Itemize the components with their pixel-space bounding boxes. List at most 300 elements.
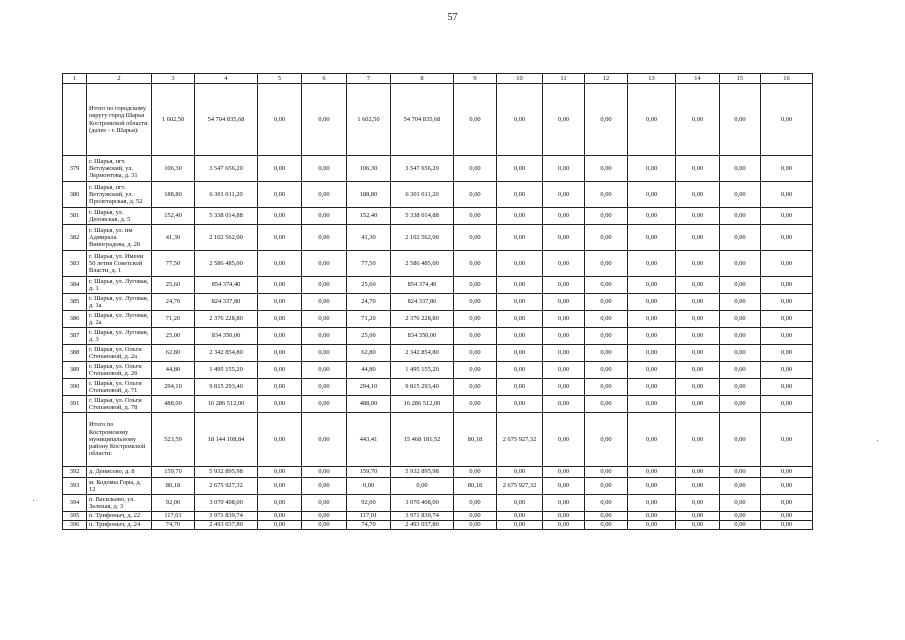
value-cell: 854 374,40 (391, 277, 454, 294)
address-cell: г. Шарья, ул. Луговая, д. 1а (87, 294, 152, 311)
value-cell: 0,00 (454, 277, 497, 294)
column-header: 13 (628, 74, 676, 84)
value-cell: 74,70 (152, 521, 195, 530)
value-cell: 25,60 (152, 277, 195, 294)
address-cell: п. Трифоныч, д. 24 (87, 521, 152, 530)
value-cell: 0,00 (628, 396, 676, 413)
value-cell: 0,00 (585, 294, 628, 311)
value-cell: 0,00 (391, 478, 454, 495)
value-cell: 71,20 (347, 311, 391, 328)
value-cell: 0,00 (302, 396, 347, 413)
value-cell: 0,00 (628, 467, 676, 478)
row-number: 389 (63, 362, 87, 379)
value-cell: 2 342 854,80 (391, 345, 454, 362)
value-cell: 0,00 (543, 208, 585, 225)
value-cell: 0,00 (302, 521, 347, 530)
table-row (63, 379, 813, 396)
value-cell: 0,00 (543, 225, 585, 251)
value-cell: 0,00 (302, 478, 347, 495)
value-cell: 0,00 (585, 467, 628, 478)
row-number: 395 (63, 512, 87, 521)
value-cell: 54 704 835,68 (195, 84, 258, 156)
value-cell: 80,18 (454, 413, 497, 467)
value-cell: 0,00 (720, 495, 761, 512)
value-cell: 0,00 (761, 345, 813, 362)
value-cell: 2 675 927,32 (497, 478, 543, 495)
value-cell: 0,00 (454, 328, 497, 345)
value-cell: 92,00 (347, 495, 391, 512)
value-cell: 0,00 (543, 84, 585, 156)
value-cell: 0,00 (258, 379, 302, 396)
value-cell: 44,80 (347, 362, 391, 379)
value-cell: 0,00 (676, 225, 720, 251)
value-cell: 3 547 656,20 (391, 156, 454, 182)
value-cell: 0,00 (454, 311, 497, 328)
value-cell: 0,00 (720, 84, 761, 156)
value-cell: 2 586 485,00 (195, 251, 258, 277)
value-cell: 0,00 (497, 345, 543, 362)
table-body (63, 84, 813, 530)
value-cell: 0,00 (497, 277, 543, 294)
value-cell: 2 586 485,00 (391, 251, 454, 277)
value-cell: 0,00 (720, 294, 761, 311)
address-cell: г. Шарья, ул. Имени 50 летия Советской Власти, д. 1 (87, 251, 152, 277)
value-cell: 0,00 (258, 328, 302, 345)
value-cell: 3 070 408,00 (195, 495, 258, 512)
row-number: 379 (63, 156, 87, 182)
value-cell: 0,00 (676, 208, 720, 225)
value-cell: 0,00 (720, 362, 761, 379)
table-row (63, 478, 813, 495)
value-cell: 0,00 (761, 182, 813, 208)
address-cell: г. Шарья, ул. Луговая, д. 3 (87, 328, 152, 345)
value-cell: 24,70 (152, 294, 195, 311)
value-cell: 0,00 (543, 521, 585, 530)
value-cell: 77,50 (152, 251, 195, 277)
column-header: 1 (63, 74, 87, 84)
address-cell: г. Шарья, ул. им Адмирала Виноградова, д. 20 (87, 225, 152, 251)
value-cell: 3 547 656,20 (195, 156, 258, 182)
value-cell: 0,00 (585, 495, 628, 512)
value-cell: 0,00 (497, 208, 543, 225)
value-cell: 0,00 (543, 182, 585, 208)
subtotal-row (63, 84, 813, 156)
value-cell: 0,00 (585, 182, 628, 208)
value-cell: 2 102 562,00 (391, 225, 454, 251)
value-cell: 44,80 (152, 362, 195, 379)
address-cell: г. Шарья, ул. Деповская, д. 5 (87, 208, 152, 225)
value-cell: 2 342 854,80 (195, 345, 258, 362)
value-cell: 0,00 (302, 182, 347, 208)
value-cell: 0,00 (258, 478, 302, 495)
value-cell: 0,00 (258, 208, 302, 225)
value-cell: 0,00 (628, 182, 676, 208)
table-row (63, 345, 813, 362)
value-cell: 0,00 (454, 495, 497, 512)
column-header: 15 (720, 74, 761, 84)
value-cell: 0,00 (258, 362, 302, 379)
value-cell: 0,00 (497, 156, 543, 182)
row-number (63, 413, 87, 467)
value-cell: 0,00 (761, 478, 813, 495)
value-cell: 117,01 (152, 512, 195, 521)
value-cell: 0,00 (585, 311, 628, 328)
row-number: 388 (63, 345, 87, 362)
table-row (63, 156, 813, 182)
table-row (63, 328, 813, 345)
value-cell: 25,00 (347, 328, 391, 345)
row-number: 384 (63, 277, 87, 294)
value-cell: 5 932 895,98 (195, 467, 258, 478)
value-cell: 0,00 (720, 311, 761, 328)
row-number: 386 (63, 311, 87, 328)
value-cell: 0,00 (258, 512, 302, 521)
scan-speck (33, 500, 34, 501)
value-cell: 2 675 927,32 (195, 478, 258, 495)
value-cell: 0,00 (258, 345, 302, 362)
table-row (63, 208, 813, 225)
address-cell: п. Васильево, ул. Зеленая, д. 3 (87, 495, 152, 512)
value-cell: 5 932 895,98 (391, 467, 454, 478)
row-number (63, 84, 87, 156)
value-cell: 16 286 512,00 (195, 396, 258, 413)
value-cell: 0,00 (543, 413, 585, 467)
address-cell: г. Шарья, ул. Луговая, д. 2а (87, 311, 152, 328)
value-cell: 0,00 (258, 277, 302, 294)
row-number: 383 (63, 251, 87, 277)
value-cell: 0,00 (497, 311, 543, 328)
value-cell: 0,00 (720, 512, 761, 521)
value-cell: 0,00 (676, 362, 720, 379)
value-cell: 74,70 (347, 521, 391, 530)
table-row (63, 182, 813, 208)
address-cell: м. Кодомы Горы, д. 12 (87, 478, 152, 495)
row-number: 392 (63, 467, 87, 478)
value-cell: 92,00 (152, 495, 195, 512)
value-cell: 0,00 (258, 467, 302, 478)
value-cell: 0,00 (761, 225, 813, 251)
value-cell: 0,00 (720, 467, 761, 478)
row-number: 381 (63, 208, 87, 225)
value-cell: 0,00 (543, 251, 585, 277)
value-cell: 0,00 (628, 379, 676, 396)
value-cell: 0,00 (585, 225, 628, 251)
value-cell: 62,80 (347, 345, 391, 362)
table-row (63, 521, 813, 530)
value-cell: 0,00 (676, 478, 720, 495)
value-cell: 16 286 512,00 (391, 396, 454, 413)
capital-repair-table (62, 73, 813, 530)
value-cell: 0,00 (720, 328, 761, 345)
value-cell: 5 338 014,88 (195, 208, 258, 225)
value-cell: 1 495 155,20 (195, 362, 258, 379)
value-cell: 0,00 (454, 345, 497, 362)
value-cell: 0,00 (454, 156, 497, 182)
value-cell: 0,00 (761, 396, 813, 413)
value-cell: 188,80 (347, 182, 391, 208)
value-cell: 0,00 (720, 345, 761, 362)
value-cell: 0,00 (585, 277, 628, 294)
value-cell: 41,30 (347, 225, 391, 251)
value-cell: 0,00 (720, 208, 761, 225)
value-cell: 0,00 (302, 84, 347, 156)
value-cell: 0,00 (720, 521, 761, 530)
value-cell: 117,01 (347, 512, 391, 521)
value-cell: 2 102 562,00 (195, 225, 258, 251)
value-cell: 6 301 011,20 (391, 182, 454, 208)
value-cell: 41,30 (152, 225, 195, 251)
column-header: 8 (391, 74, 454, 84)
value-cell: 0,00 (720, 478, 761, 495)
value-cell: 0,00 (628, 512, 676, 521)
value-cell: 0,00 (676, 182, 720, 208)
value-cell: 0,00 (543, 345, 585, 362)
address-cell: г. Шарья, ул. Ольги Степановой, д. 78 (87, 396, 152, 413)
address-cell: п. Трифоныч, д. 22 (87, 512, 152, 521)
subtotal-row (63, 413, 813, 467)
table-row (63, 311, 813, 328)
value-cell: 0,00 (543, 379, 585, 396)
value-cell: 0,00 (761, 277, 813, 294)
value-cell: 824 337,80 (391, 294, 454, 311)
value-cell: 0,00 (676, 84, 720, 156)
value-cell: 0,00 (628, 495, 676, 512)
column-header: 16 (761, 74, 813, 84)
value-cell: 0,00 (302, 156, 347, 182)
value-cell: 0,00 (543, 328, 585, 345)
value-cell: 0,00 (454, 208, 497, 225)
value-cell: 0,00 (585, 413, 628, 467)
value-cell: 0,00 (676, 521, 720, 530)
value-cell: 0,00 (302, 208, 347, 225)
value-cell: 6 301 011,20 (195, 182, 258, 208)
value-cell: 0,00 (720, 182, 761, 208)
column-header: 9 (454, 74, 497, 84)
value-cell: 0,00 (761, 512, 813, 521)
value-cell: 0,00 (302, 467, 347, 478)
address-cell: г. Шарья, пгт. Ветлужский, ул. Лермонтова, д. 31 (87, 156, 152, 182)
value-cell: 0,00 (628, 362, 676, 379)
value-cell: 0,00 (676, 467, 720, 478)
row-number: 396 (63, 521, 87, 530)
value-cell: 0,00 (720, 251, 761, 277)
value-cell: 5 338 014,88 (391, 208, 454, 225)
value-cell: 0,00 (302, 413, 347, 467)
value-cell: 0,00 (302, 328, 347, 345)
value-cell: 0,00 (543, 396, 585, 413)
value-cell: 54 704 835,68 (391, 84, 454, 156)
value-cell: 0,00 (454, 182, 497, 208)
table-row (63, 225, 813, 251)
column-header: 10 (497, 74, 543, 84)
value-cell: 0,00 (628, 328, 676, 345)
value-cell: 0,00 (302, 311, 347, 328)
value-cell: 0,00 (258, 521, 302, 530)
value-cell: 159,70 (347, 467, 391, 478)
value-cell: 0,00 (676, 512, 720, 521)
value-cell: 0,00 (585, 208, 628, 225)
value-cell: 294,10 (347, 379, 391, 396)
value-cell: 443,41 (347, 413, 391, 467)
value-cell: 0,00 (676, 251, 720, 277)
value-cell: 0,00 (454, 521, 497, 530)
value-cell: 0,00 (302, 225, 347, 251)
value-cell: 0,00 (454, 251, 497, 277)
value-cell: 0,00 (676, 413, 720, 467)
value-cell: 0,00 (302, 345, 347, 362)
value-cell: 1 495 155,20 (391, 362, 454, 379)
value-cell: 0,00 (497, 84, 543, 156)
value-cell: 0,00 (258, 225, 302, 251)
value-cell: 0,00 (676, 396, 720, 413)
value-cell: 9 815 293,40 (195, 379, 258, 396)
value-cell: 0,00 (258, 294, 302, 311)
value-cell: 0,00 (543, 277, 585, 294)
value-cell: 0,00 (676, 311, 720, 328)
value-cell: 0,00 (585, 512, 628, 521)
value-cell: 0,00 (720, 413, 761, 467)
value-cell: 3 070 408,00 (391, 495, 454, 512)
value-cell: 834 350,00 (195, 328, 258, 345)
value-cell: 80,18 (152, 478, 195, 495)
value-cell: 0,00 (585, 251, 628, 277)
value-cell: 0,00 (628, 225, 676, 251)
value-cell: 0,00 (676, 328, 720, 345)
value-cell: 0,00 (497, 251, 543, 277)
column-header: 7 (347, 74, 391, 84)
value-cell: 18 144 108,84 (195, 413, 258, 467)
value-cell: 0,00 (258, 413, 302, 467)
value-cell: 0,00 (497, 521, 543, 530)
value-cell: 0,00 (258, 156, 302, 182)
value-cell: 0,00 (628, 521, 676, 530)
value-cell: 0,00 (585, 379, 628, 396)
value-cell: 0,00 (676, 294, 720, 311)
table-row (63, 512, 813, 521)
value-cell: 9 815 293,40 (391, 379, 454, 396)
value-cell: 0,00 (302, 294, 347, 311)
value-cell: 488,00 (152, 396, 195, 413)
row-number: 391 (63, 396, 87, 413)
value-cell: 0,00 (628, 84, 676, 156)
value-cell: 152,40 (152, 208, 195, 225)
value-cell: 0,00 (543, 362, 585, 379)
value-cell: 71,20 (152, 311, 195, 328)
value-cell: 0,00 (543, 467, 585, 478)
value-cell: 3 971 839,74 (195, 512, 258, 521)
value-cell: 0,00 (454, 396, 497, 413)
value-cell: 3 971 839,74 (391, 512, 454, 521)
value-cell: 0,00 (302, 277, 347, 294)
value-cell: 0,00 (543, 478, 585, 495)
value-cell: 0,00 (585, 84, 628, 156)
value-cell: 0,00 (497, 182, 543, 208)
value-cell: 0,00 (258, 311, 302, 328)
column-header-row (63, 74, 813, 84)
value-cell: 0,00 (585, 521, 628, 530)
value-cell: 2 376 228,80 (391, 311, 454, 328)
column-header: 12 (585, 74, 628, 84)
value-cell: 0,00 (761, 379, 813, 396)
row-number: 387 (63, 328, 87, 345)
value-cell: 0,00 (761, 328, 813, 345)
value-cell: 1 602,50 (347, 84, 391, 156)
value-cell: 0,00 (258, 396, 302, 413)
row-number: 382 (63, 225, 87, 251)
value-cell: 0,00 (720, 396, 761, 413)
value-cell: 0,00 (585, 362, 628, 379)
value-cell: 0,00 (628, 208, 676, 225)
value-cell: 106,30 (347, 156, 391, 182)
value-cell: 0,00 (628, 251, 676, 277)
address-cell: г. Шарья, ул. Луговая, д. 1 (87, 277, 152, 294)
value-cell: 0,00 (347, 478, 391, 495)
value-cell: 0,00 (497, 467, 543, 478)
value-cell: 0,00 (720, 277, 761, 294)
column-header: 2 (87, 74, 152, 84)
value-cell: 0,00 (258, 182, 302, 208)
address-cell: г. Шарья, ул. Ольги Степановой, д. 2а (87, 345, 152, 362)
value-cell: 0,00 (761, 294, 813, 311)
value-cell: 0,00 (302, 512, 347, 521)
table-row (63, 467, 813, 478)
value-cell: 0,00 (585, 396, 628, 413)
address-cell: Итого по Костромскому муниципальному району Костромской области: (87, 413, 152, 467)
value-cell: 0,00 (497, 362, 543, 379)
value-cell: 0,00 (585, 345, 628, 362)
value-cell: 0,00 (302, 379, 347, 396)
column-header: 4 (195, 74, 258, 84)
value-cell: 0,00 (628, 311, 676, 328)
value-cell: 0,00 (543, 495, 585, 512)
value-cell: 2 376 228,80 (195, 311, 258, 328)
row-number: 394 (63, 495, 87, 512)
value-cell: 0,00 (761, 495, 813, 512)
table-row (63, 396, 813, 413)
value-cell: 0,00 (585, 328, 628, 345)
value-cell: 0,00 (628, 478, 676, 495)
value-cell: 0,00 (302, 362, 347, 379)
value-cell: 854 374,40 (195, 277, 258, 294)
value-cell: 0,00 (302, 495, 347, 512)
value-cell: 0,00 (628, 413, 676, 467)
value-cell: 0,00 (720, 379, 761, 396)
value-cell: 0,00 (454, 294, 497, 311)
value-cell: 0,00 (258, 84, 302, 156)
value-cell: 188,80 (152, 182, 195, 208)
value-cell: 0,00 (454, 512, 497, 521)
value-cell: 0,00 (676, 156, 720, 182)
value-cell: 0,00 (497, 225, 543, 251)
value-cell: 0,00 (628, 156, 676, 182)
value-cell: 0,00 (585, 478, 628, 495)
value-cell: 0,00 (761, 413, 813, 467)
column-header: 6 (302, 74, 347, 84)
value-cell: 106,30 (152, 156, 195, 182)
value-cell: 2 675 927,32 (497, 413, 543, 467)
value-cell: 159,70 (152, 467, 195, 478)
value-cell: 152,40 (347, 208, 391, 225)
value-cell: 0,00 (497, 512, 543, 521)
value-cell: 0,00 (497, 379, 543, 396)
table-row (63, 277, 813, 294)
value-cell: 24,70 (347, 294, 391, 311)
value-cell: 0,00 (543, 294, 585, 311)
value-cell: 15 468 181,52 (391, 413, 454, 467)
value-cell: 2 493 037,80 (391, 521, 454, 530)
value-cell: 0,00 (497, 396, 543, 413)
table-row (63, 294, 813, 311)
